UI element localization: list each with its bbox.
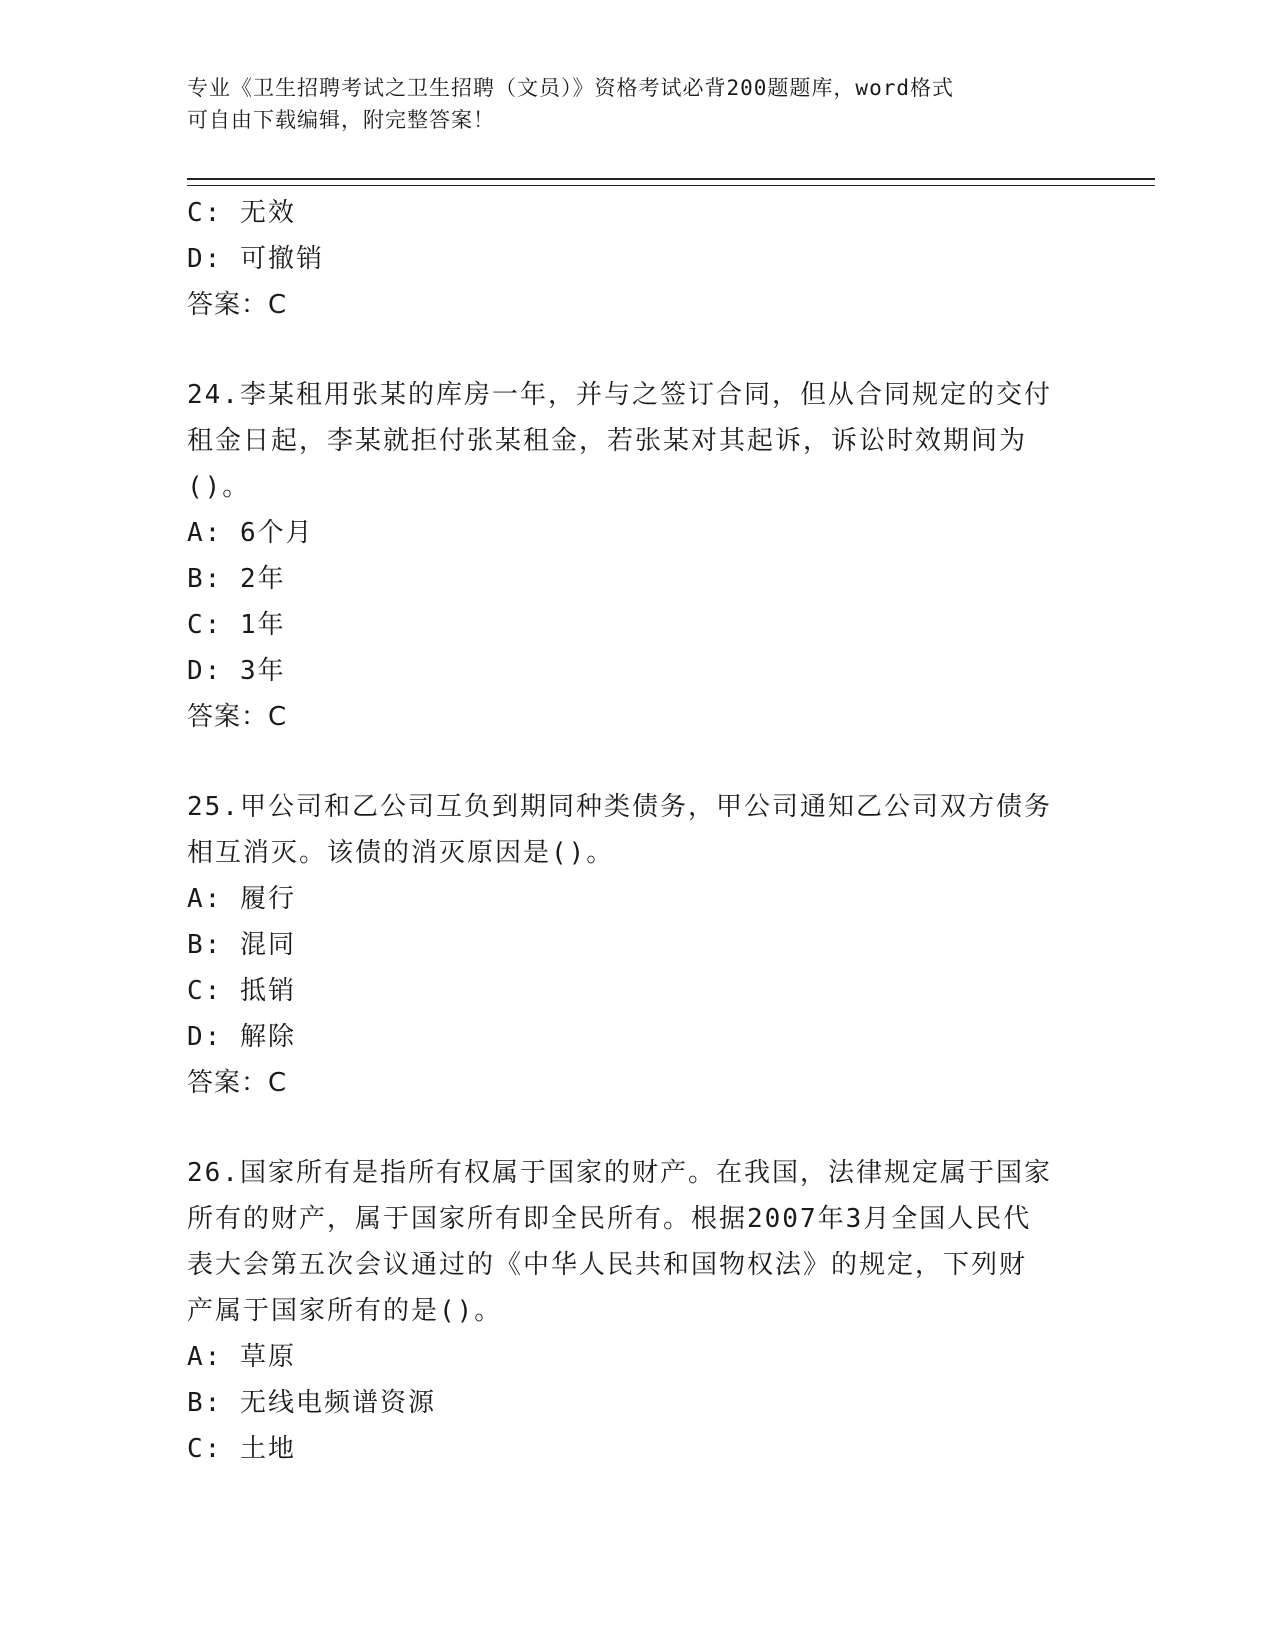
- question-text-line: 相互消灭。该债的消灭原因是()。: [187, 838, 615, 868]
- option-a: A: 草原: [187, 1342, 296, 1372]
- question-24: [187, 372, 1087, 740]
- header-line-2: 可自由下载编辑，附完整答案！: [187, 108, 495, 132]
- question-text-line: 所有的财产，属于国家所有即全民所有。根据2007年3月全国人民代: [187, 1204, 1032, 1234]
- option-b: B: 无线电频谱资源: [187, 1388, 436, 1418]
- question-text-line: 25.甲公司和乙公司互负到期同种类债务，甲公司通知乙公司双方债务: [187, 792, 1052, 822]
- option-d: D: 可撤销: [187, 244, 324, 274]
- question-text-line: ()。: [187, 472, 251, 502]
- question-25: [187, 784, 1087, 1106]
- option-c: C: 1年: [187, 610, 286, 640]
- header-divider: [187, 178, 1155, 186]
- document-body: [187, 190, 1087, 1472]
- option-c: C: 土地: [187, 1434, 296, 1464]
- question-text-line: 租金日起，李某就拒付张某租金，若张某对其起诉，诉讼时效期间为: [187, 426, 1028, 456]
- question-text-line: 26.国家所有是指所有权属于国家的财产。在我国，法律规定属于国家: [187, 1158, 1052, 1188]
- answer: 答案：C: [187, 290, 288, 320]
- option-b: B: 2年: [187, 564, 286, 594]
- option-c: C: 无效: [187, 198, 296, 228]
- option-a: A: 履行: [187, 884, 296, 914]
- question-text-line: 表大会第五次会议通过的《中华人民共和国物权法》的规定，下列财: [187, 1250, 1028, 1280]
- header-line-1: 专业《卫生招聘考试之卫生招聘（文员）》资格考试必背200题题库，word格式: [187, 76, 954, 100]
- option-b: B: 混同: [187, 930, 296, 960]
- answer: 答案：C: [187, 702, 288, 732]
- question-26: [187, 1150, 1087, 1472]
- option-c: C: 抵销: [187, 976, 296, 1006]
- question-text-line: 产属于国家所有的是()。: [187, 1296, 503, 1326]
- answer: 答案：C: [187, 1068, 288, 1098]
- page-header: [187, 72, 1087, 136]
- continued-question: [187, 190, 1087, 328]
- question-text-line: 24.李某租用张某的库房一年，并与之签订合同，但从合同规定的交付: [187, 380, 1052, 410]
- option-a: A: 6个月: [187, 518, 314, 548]
- option-d: D: 3年: [187, 656, 286, 686]
- option-d: D: 解除: [187, 1022, 296, 1052]
